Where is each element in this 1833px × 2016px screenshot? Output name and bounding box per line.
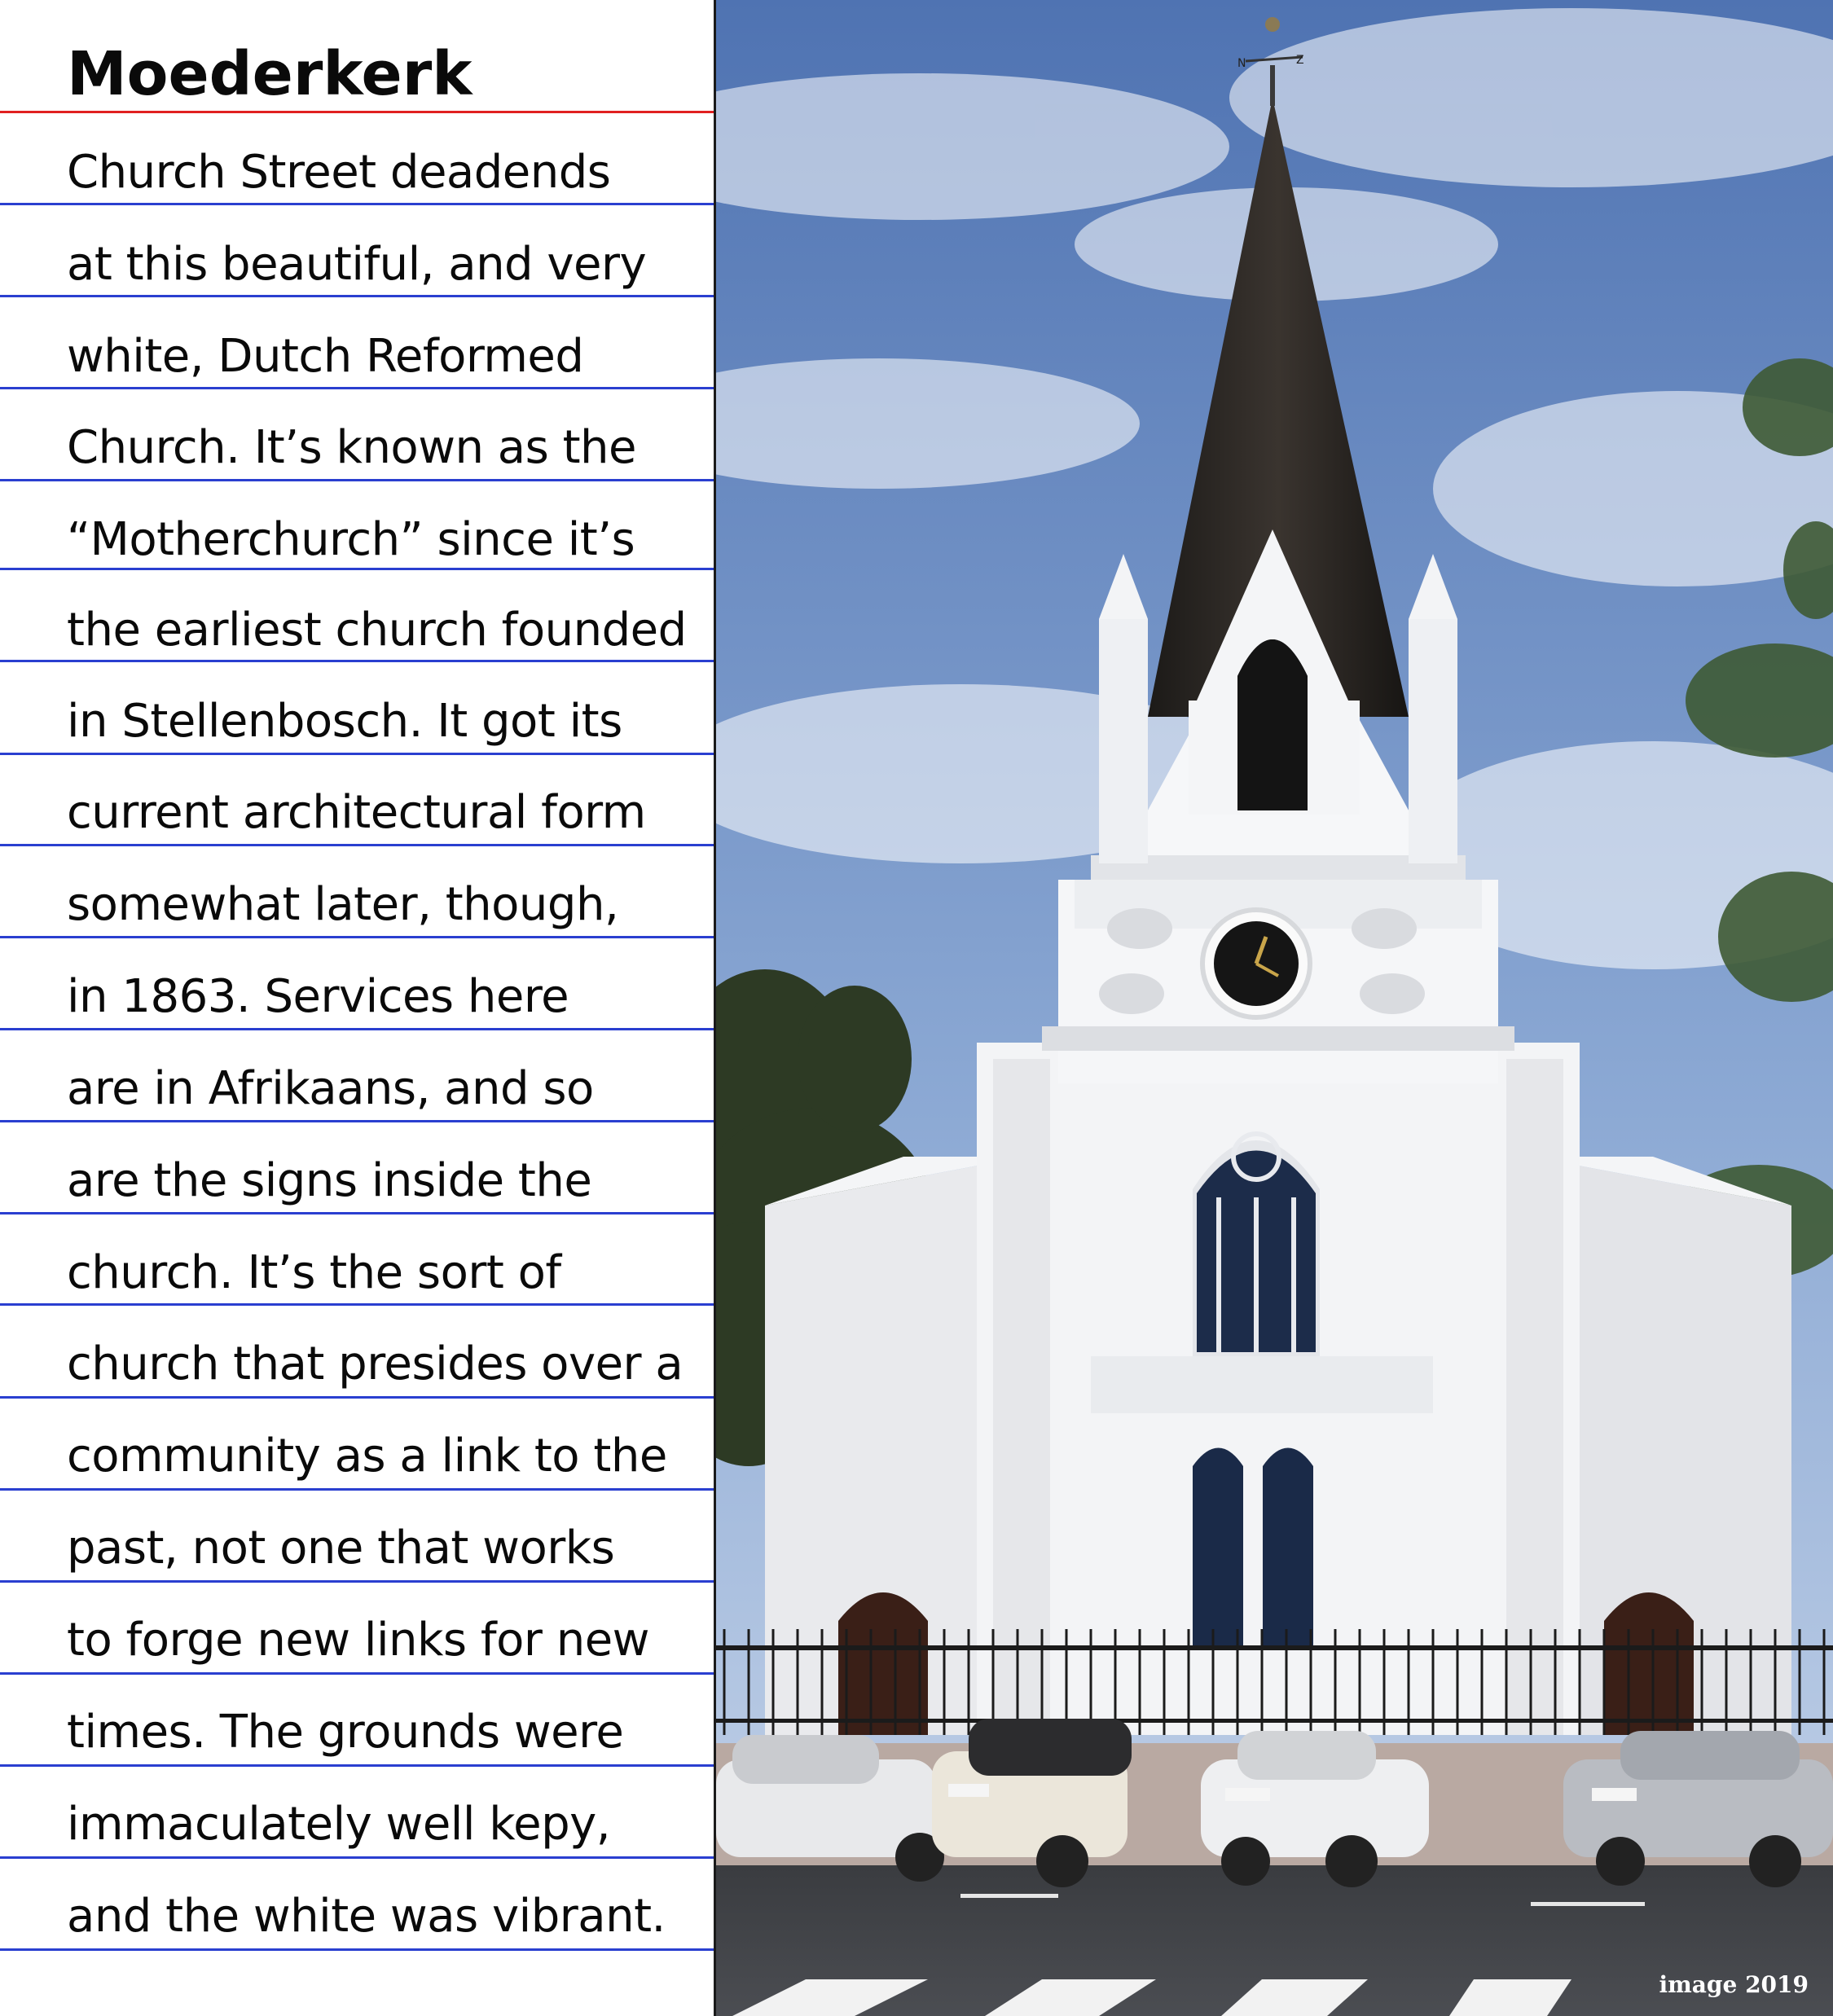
ruled-line [0, 203, 714, 205]
svg-text:Z: Z [1296, 54, 1304, 67]
ruled-line [0, 295, 714, 297]
ruled-line [0, 1948, 714, 1951]
clock-icon [1202, 910, 1310, 1017]
svg-text:N: N [1237, 57, 1246, 70]
ruled-line [0, 1488, 714, 1491]
ruled-line [0, 1580, 714, 1583]
ruled-line [0, 844, 714, 846]
ruled-line [0, 660, 714, 662]
text-line-14: church that presides over a [67, 1337, 684, 1390]
text-line-11: are in Afrikaans, and so [67, 1062, 594, 1115]
text-line-7: in Stellenbosch. It got its [67, 695, 622, 748]
text-line-1: Church Street deadends [67, 146, 611, 199]
text-line-5: “Motherchurch” since it’s [67, 513, 635, 566]
title-underline [0, 111, 714, 113]
church-photo [716, 0, 1833, 2016]
text-line-8: current architectural form [67, 786, 646, 839]
text-panel [0, 0, 714, 2016]
text-line-20: and the white was vibrant. [67, 1890, 666, 1943]
ruled-line [0, 387, 714, 389]
text-line-9: somewhat later, though, [67, 878, 619, 931]
text-line-17: to forge new links for new [67, 1614, 649, 1667]
ruled-line [0, 1396, 714, 1399]
text-line-2: at this beautiful, and very [67, 238, 647, 291]
text-line-15: community as a link to the [67, 1430, 667, 1482]
text-line-19: immaculately well kepy, [67, 1798, 611, 1851]
ruled-line [0, 936, 714, 938]
text-line-4: Church. It’s known as the [67, 421, 636, 474]
text-line-18: times. The grounds were [67, 1706, 624, 1759]
text-line-13: church. It’s the sort of [67, 1246, 561, 1299]
text-line-12: are the signs inside the [67, 1154, 592, 1207]
ruled-line [0, 1856, 714, 1859]
ruled-line [0, 1028, 714, 1030]
ruled-line [0, 1120, 714, 1122]
ruled-line [0, 479, 714, 481]
text-line-10: in 1863. Services here [67, 970, 569, 1023]
ruled-line [0, 1212, 714, 1214]
image-caption: image 2019 [1659, 1971, 1809, 1998]
text-line-6: the earliest church founded [67, 604, 687, 657]
ruled-line [0, 1764, 714, 1767]
gothic-window [1193, 1134, 1320, 1356]
ruled-line [0, 753, 714, 755]
text-line-3: white, Dutch Reformed [67, 330, 584, 383]
ruled-line [0, 568, 714, 570]
ruled-line [0, 1672, 714, 1675]
ruled-line [0, 1303, 714, 1306]
text-line-16: past, not one that works [67, 1522, 615, 1575]
page-title: Moederkerk [67, 39, 473, 109]
